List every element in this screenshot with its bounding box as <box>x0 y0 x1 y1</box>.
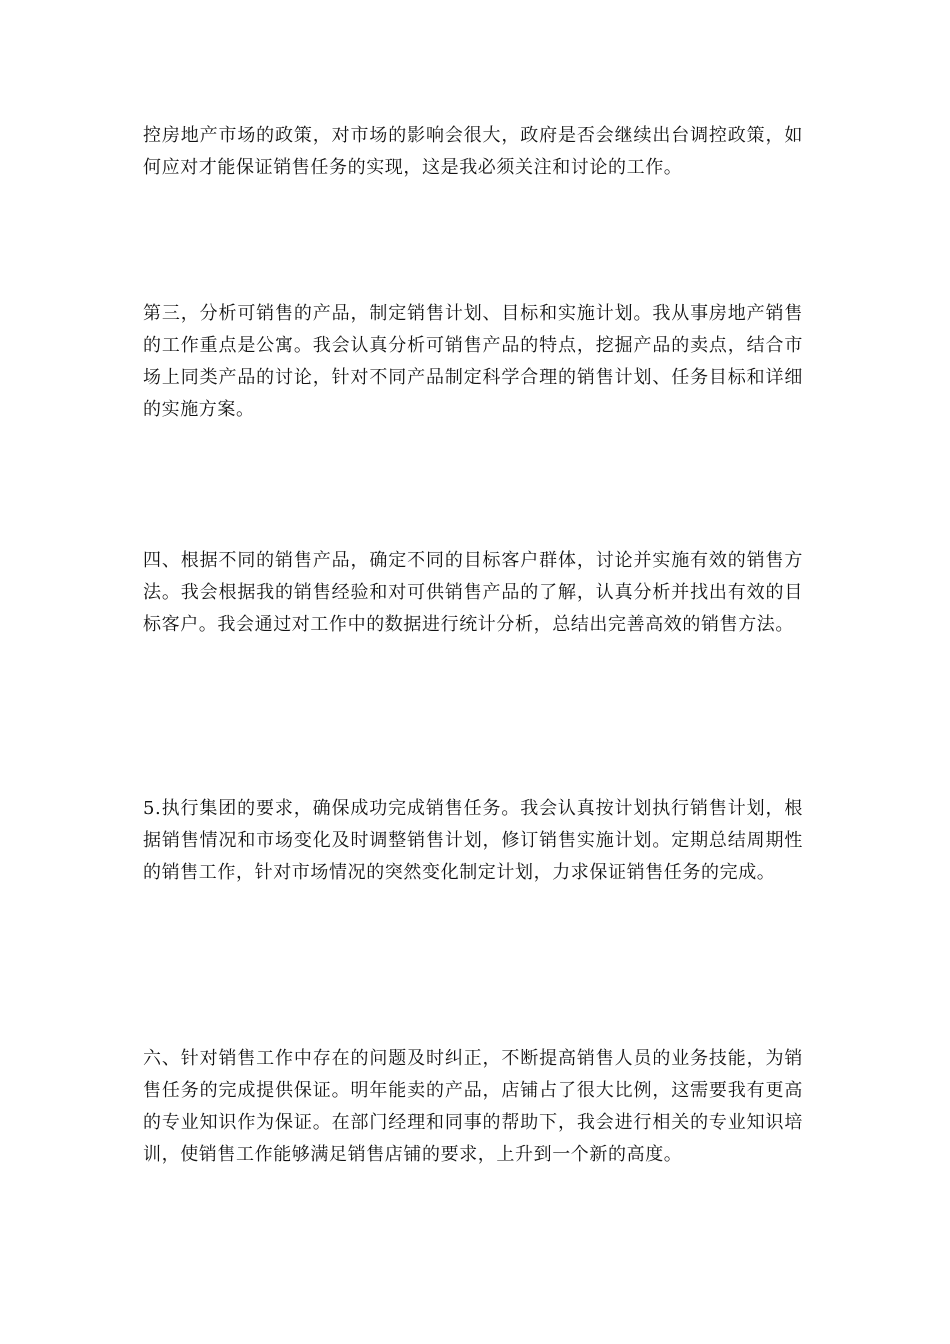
paragraph-point-four: 四、根据不同的销售产品，确定不同的目标客户群体，讨论并实施有效的销售方法。我会根据我的销售经验和对可供销售产品的了解，认真分析并找出有效的目标客户。我会通过对工作中的数据进行统计分析，总结出完善高效的销售方法。 <box>143 550 803 635</box>
paragraph-point-six: 六、针对销售工作中存在的问题及时纠正，不断提高销售人员的业务技能，为销售任务的完成提供保证。明年能卖的产品，店铺占了很大比例，这需要我有更高的专业知识作为保证。在部门经理和同事的帮助下，我会进行相关的专业知识培训，使销售工作能够满足销售店铺的要求，上升到一个新的高度。 <box>143 1048 803 1165</box>
paragraph-market-policy: 控房地产市场的政策，对市场的影响会很大，政府是否会继续出台调控政策，如何应对才能保证销售任务的实现，这是我必须关注和讨论的工作。 <box>143 125 803 178</box>
paragraph-point-three: 第三，分析可销售的产品，制定销售计划、目标和实施计划。我从事房地产销售的工作重点是公寓。我会认真分析可销售产品的特点，挖掘产品的卖点，结合市场上同类产品的讨论，针对不同产品制定科学合理的销售计划、任务目标和详细的实施方案。 <box>143 303 803 420</box>
paragraph-point-five: 5.执行集团的要求，确保成功完成销售任务。我会认真按计划执行销售计划，根据销售情况和市场变化及时调整销售计划，修订销售实施计划。定期总结周期性的销售工作，针对市场情况的突然变化制定计划，力求保证销售任务的完成。 <box>143 798 803 883</box>
